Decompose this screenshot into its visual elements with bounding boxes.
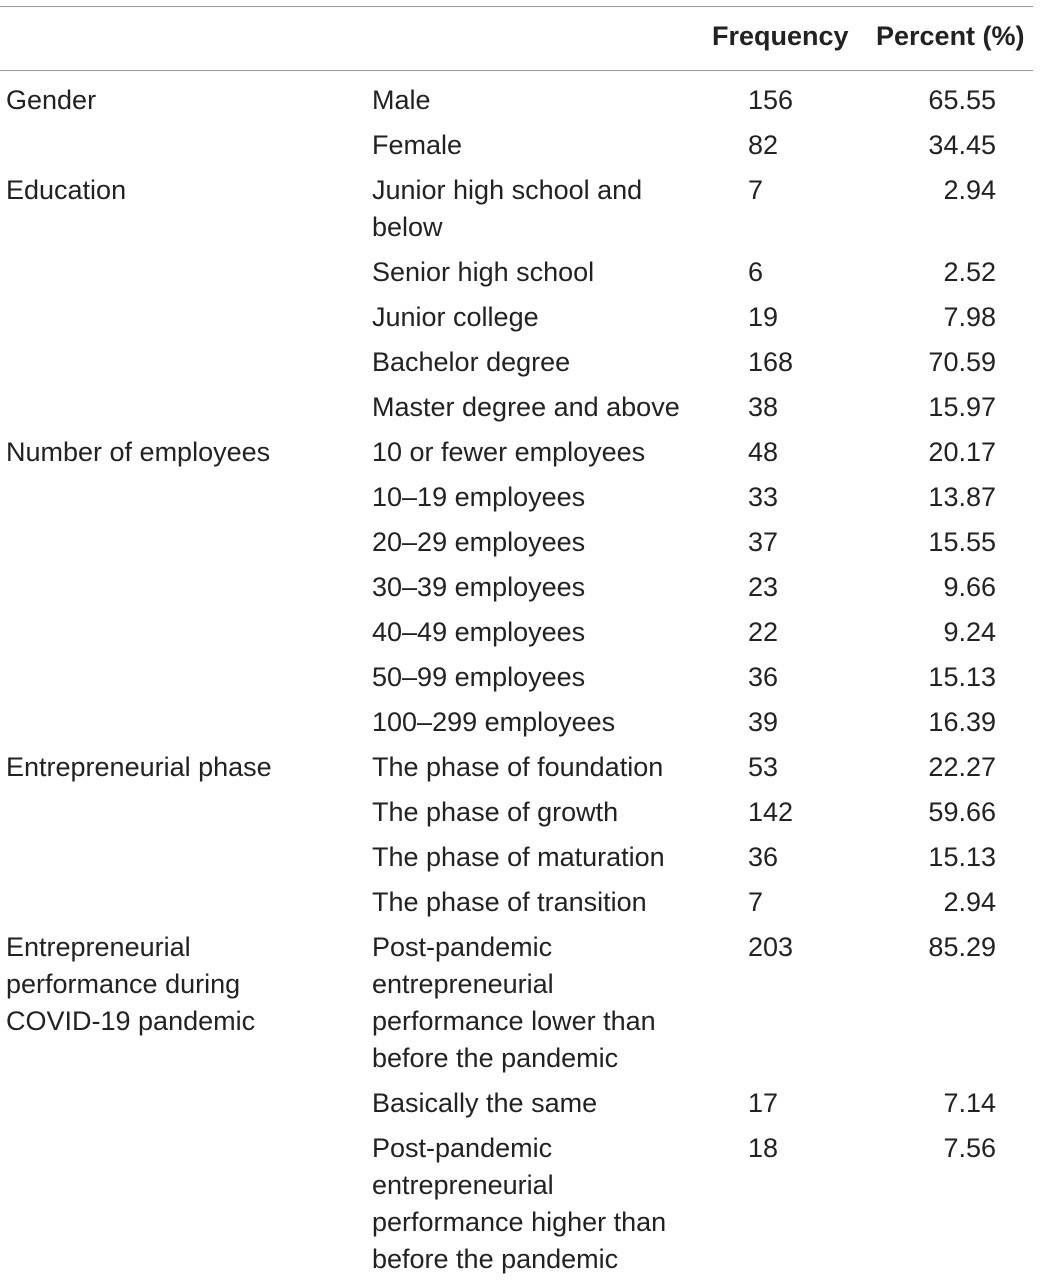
cell-percent: 16.39 [928,707,996,737]
cell-percent: 85.29 [928,932,996,962]
cell-frequency: 36 [748,662,779,692]
cell-category: Post-pandemic entrepreneurial performance lower than before the pandemic [372,932,656,1073]
table-row [0,434,1042,479]
table-row [0,299,1042,344]
cell-group [0,434,366,471]
cell-frequency: 156 [748,85,794,115]
cell-percent: 70.59 [928,347,996,377]
table-row [0,749,1042,794]
cell-percent: 9.24 [943,617,996,647]
cell-category: The phase of transition [372,887,647,917]
cell-frequency: 53 [748,752,779,782]
cell-percent: 34.45 [928,130,996,160]
table-row [0,569,1042,614]
cell-percent: 13.87 [928,482,996,512]
table-row [0,254,1042,299]
cell-frequency: 19 [748,302,779,332]
cell-category: Master degree and above [372,392,680,422]
cell-category: Junior college [372,302,539,332]
table-row [0,172,1042,254]
table-header [0,18,1042,58]
table-row [0,614,1042,659]
table-row [0,659,1042,704]
cell-category: Female [372,130,463,160]
header-percent: Percent (%) [876,21,1025,51]
cell-percent: 2.94 [943,175,996,205]
cell-percent: 9.66 [943,572,996,602]
cell-frequency: 18 [748,1133,779,1163]
cell-percent: 2.52 [943,257,996,287]
table-row [0,794,1042,839]
cell-frequency: 17 [748,1088,779,1118]
cell-category: 100–299 employees [372,707,616,737]
table-row [0,524,1042,569]
table-body [0,82,1042,1286]
table-row [0,839,1042,884]
cell-percent: 22.27 [928,752,996,782]
group-label: Number of employees [6,437,271,467]
table-row [0,1130,1042,1286]
cell-category: 50–99 employees [372,662,586,692]
group-label: Entrepreneurial phase [6,752,272,782]
cell-category: 20–29 employees [372,527,586,557]
table-row [0,884,1042,929]
cell-percent: 15.97 [928,392,996,422]
cell-category: Basically the same [372,1088,598,1118]
cell-category: Senior high school [372,257,595,287]
cell-percent: 2.94 [943,887,996,917]
header-frequency: Frequency [712,21,849,51]
table-row [0,1085,1042,1130]
cell-frequency: 33 [748,482,779,512]
table-row [0,929,1042,1085]
cell-category: 10 or fewer employees [372,437,646,467]
cell-frequency: 23 [748,572,779,602]
top-rule [0,6,1033,7]
cell-frequency: 168 [748,347,794,377]
cell-category: 40–49 employees [372,617,586,647]
cell-group [0,82,366,119]
cell-category: 30–39 employees [372,572,586,602]
cell-category: Male [372,85,431,115]
cell-category: The phase of maturation [372,842,665,872]
cell-percent: 20.17 [928,437,996,467]
cell-frequency: 203 [748,932,794,962]
cell-group [0,172,366,209]
cell-category: 10–19 employees [372,482,586,512]
cell-category: Junior high school and below [372,175,643,242]
group-label: Education [6,175,127,205]
cell-category: Post-pandemic entrepreneurial performance higher than before the pandemic [372,1133,667,1274]
cell-group [0,749,366,786]
table-row [0,479,1042,524]
cell-frequency: 7 [748,887,764,917]
cell-frequency: 6 [748,257,764,287]
cell-frequency: 7 [748,175,764,205]
table-row [0,82,1042,127]
cell-percent: 59.66 [928,797,996,827]
table-row [0,389,1042,434]
cell-category: Bachelor degree [372,347,571,377]
cell-category: The phase of foundation [372,752,664,782]
cell-frequency: 38 [748,392,779,422]
group-label: Entrepreneurial performance during COVID-19 pandemic [6,932,256,1036]
cell-percent: 65.55 [928,85,996,115]
cell-category: The phase of growth [372,797,619,827]
cell-percent: 15.55 [928,527,996,557]
cell-percent: 7.14 [943,1088,996,1118]
cell-frequency: 82 [748,130,779,160]
cell-percent: 7.56 [943,1133,996,1163]
cell-frequency: 39 [748,707,779,737]
cell-frequency: 48 [748,437,779,467]
cell-frequency: 37 [748,527,779,557]
table-row [0,344,1042,389]
header-rule [0,70,1033,71]
cell-percent: 15.13 [928,842,996,872]
cell-percent: 15.13 [928,662,996,692]
cell-frequency: 36 [748,842,779,872]
table-row [0,127,1042,172]
cell-percent: 7.98 [943,302,996,332]
table-row [0,704,1042,749]
group-label: Gender [6,85,97,115]
cell-group [0,929,366,1040]
cell-frequency: 142 [748,797,794,827]
cell-frequency: 22 [748,617,779,647]
